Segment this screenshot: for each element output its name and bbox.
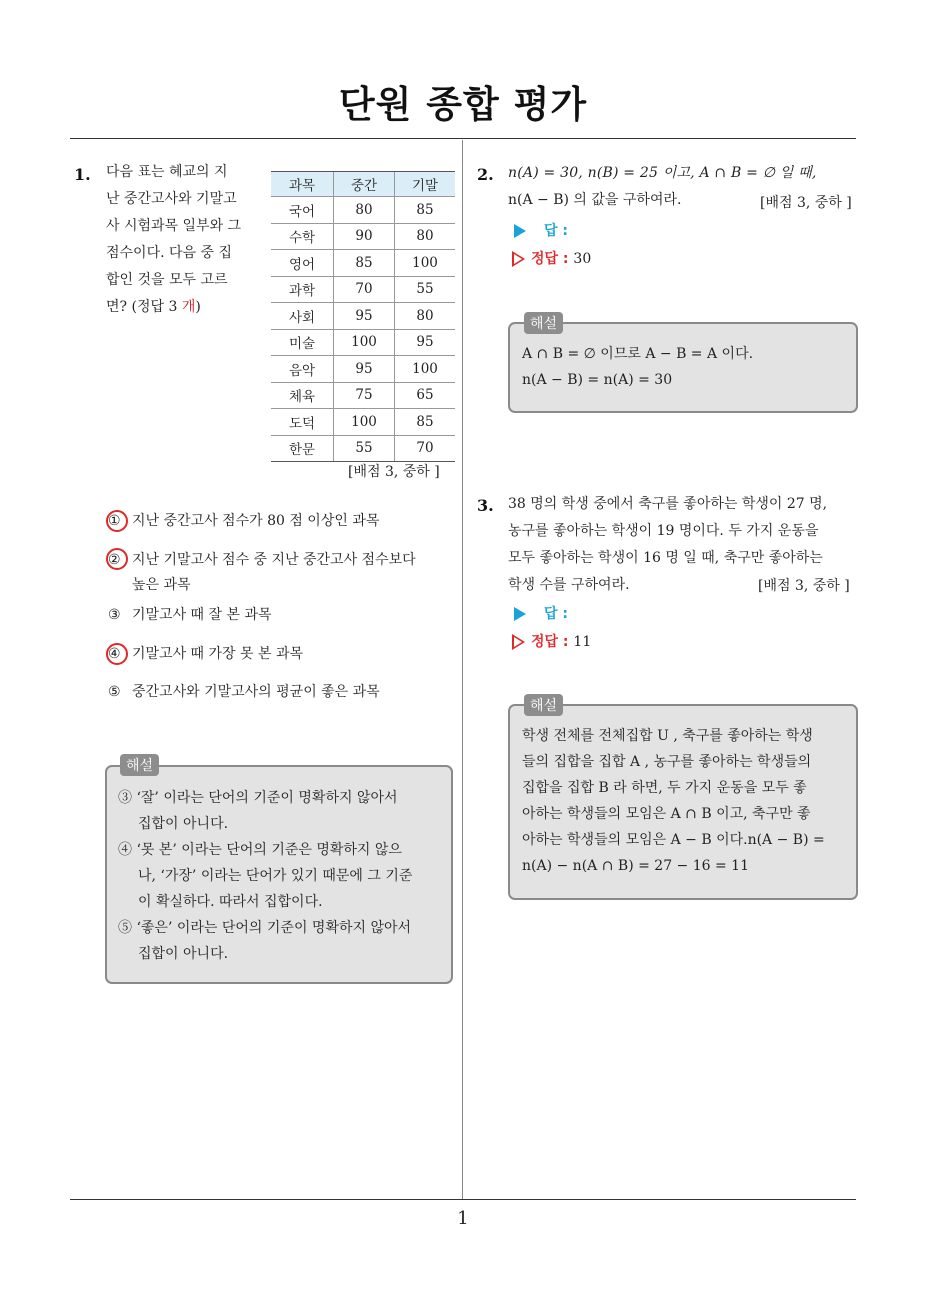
table-row xyxy=(271,250,455,277)
choice-marker: ⑤ xyxy=(108,684,121,700)
table-cell: 85 xyxy=(334,250,395,277)
table-cell: 95 xyxy=(395,329,456,356)
table-cell: 85 xyxy=(395,409,456,436)
q2-text-line: n(A) = 30, n(B) = 25 이고, A ∩ B = ∅ 일 때, xyxy=(508,165,817,181)
table-cell: 100 xyxy=(395,356,456,383)
top-rule xyxy=(70,138,856,139)
q1-text-line: 다음 표는 혜교의 지 xyxy=(106,164,228,180)
explanation-line: n(A) − n(A ∩ B) = 27 − 16 = 11 xyxy=(522,858,749,874)
choice-marker: ① xyxy=(108,513,121,529)
explanation-tag: 해설 xyxy=(120,754,159,776)
column-divider xyxy=(462,140,463,1199)
q3-text-line: 학생 수를 구하여라. xyxy=(508,577,630,593)
choice-text: 지난 기말고사 점수 중 지난 중간고사 점수보다 xyxy=(132,552,416,568)
choice-4[interactable] xyxy=(108,642,448,667)
explanation-line: n(A − B) = n(A) = 30 xyxy=(522,372,673,388)
table-cell: 수학 xyxy=(271,223,334,250)
q2-correct-answer: 정답 : 30 xyxy=(512,248,591,268)
table-cell: 영어 xyxy=(271,250,334,277)
table-header: 기말 xyxy=(395,172,456,197)
q1-score-meta: [배점 3, 중하 ] xyxy=(348,464,440,480)
table-cell: 사회 xyxy=(271,303,334,330)
q3-correct-answer: 정답 : 11 xyxy=(512,631,591,651)
table-header-row xyxy=(271,172,455,197)
table-cell: 95 xyxy=(334,303,395,330)
table-row xyxy=(271,435,455,462)
choice-3[interactable] xyxy=(108,603,448,628)
q2-correct-value: 30 xyxy=(573,251,592,267)
q1-text-line: 점수이다. 다음 중 집 xyxy=(106,245,232,261)
page-title: 단원 종합 평가 xyxy=(338,83,588,126)
table-header: 중간 xyxy=(334,172,395,197)
explanation-line: 집합이 아니다. xyxy=(138,816,229,832)
table-row xyxy=(271,329,455,356)
choice-marker: ④ xyxy=(108,646,121,662)
table-cell: 55 xyxy=(334,435,395,462)
q3-answer-field[interactable]: 답 : xyxy=(514,603,568,623)
choice-text: 지난 중간고사 점수가 80 점 이상인 과목 xyxy=(132,513,380,529)
q1-number: 1. xyxy=(74,165,91,184)
explanation-line: ⑤ ‘좋은’ 이라는 단어의 기준이 명확하지 않아서 xyxy=(118,920,412,936)
score-table xyxy=(271,171,455,462)
bottom-rule xyxy=(70,1199,856,1200)
table-cell: 국어 xyxy=(271,197,334,224)
choice-text: 높은 과목 xyxy=(132,577,191,593)
q2-text-line: n(A − B) 의 값을 구하여라. xyxy=(508,192,682,208)
table-cell: 음악 xyxy=(271,356,334,383)
explanation-line: 들의 집합을 집합 A , 농구를 좋아하는 학생들의 xyxy=(522,754,812,770)
choice-marker: ③ xyxy=(108,607,121,623)
explanation-line: ③ ‘잘’ 이라는 단어의 기준이 명확하지 않아서 xyxy=(118,790,398,806)
table-cell: 95 xyxy=(334,356,395,383)
explanation-line: 나, ‘가장’ 이라는 단어가 있기 때문에 그 기준 xyxy=(138,868,413,884)
table-cell: 100 xyxy=(334,409,395,436)
explanation-line: ④ ‘못 본’ 이라는 단어의 기준은 명확하지 않으 xyxy=(118,842,402,858)
q3-text-line: 농구를 좋아하는 학생이 19 명이다. 두 가지 운동을 xyxy=(508,523,819,539)
q1-text-line: 합인 것을 모두 고르 xyxy=(106,272,228,288)
outline-arrow-icon xyxy=(512,251,525,267)
explanation-line: 학생 전체를 전체집합 U , 축구를 좋아하는 학생 xyxy=(522,728,813,744)
answer-count-unit: 개 xyxy=(181,299,196,315)
table-row xyxy=(271,382,455,409)
q1-text xyxy=(106,159,246,321)
explanation-line: A ∩ B = ∅ 이므로 A − B = A 이다. xyxy=(522,346,754,362)
q3-correct-value: 11 xyxy=(573,634,592,650)
q1-text-line: 면? (정답 3 개) xyxy=(106,299,201,315)
table-cell: 미술 xyxy=(271,329,334,356)
table-cell: 한문 xyxy=(271,435,334,462)
table-header: 과목 xyxy=(271,172,334,197)
choice-text: 기말고사 때 가장 못 본 과목 xyxy=(132,646,304,662)
explanation-line: 아하는 학생들의 모임은 A ∩ B 이고, 축구만 좋 xyxy=(522,806,811,822)
choice-text: 중간고사와 기말고사의 평균이 좋은 과목 xyxy=(132,684,380,700)
table-cell: 80 xyxy=(395,303,456,330)
q2-number: 2. xyxy=(477,165,494,184)
table-cell: 80 xyxy=(395,223,456,250)
explanation-tag: 해설 xyxy=(524,312,563,334)
table-cell: 85 xyxy=(395,197,456,224)
table-cell: 100 xyxy=(334,329,395,356)
q1-text-line: 사 시험과목 일부와 그 xyxy=(106,218,242,234)
explanation-tag: 해설 xyxy=(524,694,563,716)
table-cell: 75 xyxy=(334,382,395,409)
q1-text-line: 난 중간고사와 기말고 xyxy=(106,191,237,207)
table-cell: 체육 xyxy=(271,382,334,409)
q3-score-meta: [배점 3, 중하 ] xyxy=(758,578,850,594)
table-cell: 70 xyxy=(395,435,456,462)
explanation-line: 아하는 학생들의 모임은 A − B 이다.n(A − B) = xyxy=(522,832,825,848)
table-cell: 과학 xyxy=(271,276,334,303)
table-row xyxy=(271,197,455,224)
play-arrow-icon xyxy=(514,607,526,621)
table-cell: 80 xyxy=(334,197,395,224)
table-row xyxy=(271,356,455,383)
q3-text-line: 모두 좋아하는 학생이 16 명 일 때, 축구만 좋아하는 xyxy=(508,550,823,566)
table-cell: 100 xyxy=(395,250,456,277)
explanation-line: 집합을 집합 B 라 하면, 두 가지 운동을 모두 좋 xyxy=(522,780,807,796)
table-row xyxy=(271,303,455,330)
choice-1[interactable] xyxy=(108,509,448,534)
outline-arrow-icon xyxy=(512,634,525,650)
choice-marker: ② xyxy=(108,552,121,568)
page-number: 1 xyxy=(457,1208,469,1229)
q2-score-meta: [배점 3, 중하 ] xyxy=(760,195,852,211)
table-row xyxy=(271,276,455,303)
table-cell: 65 xyxy=(395,382,456,409)
table-row xyxy=(271,409,455,436)
q3-text-line: 38 명의 학생 중에서 축구를 좋아하는 학생이 27 명, xyxy=(508,496,828,512)
choice-2[interactable] xyxy=(108,548,448,598)
table-cell: 70 xyxy=(334,276,395,303)
q3-number: 3. xyxy=(477,496,494,515)
q2-answer-field[interactable]: 답 : xyxy=(514,220,568,240)
choice-5[interactable] xyxy=(108,680,448,705)
table-cell: 55 xyxy=(395,276,456,303)
play-arrow-icon xyxy=(514,224,526,238)
choice-text: 기말고사 때 잘 본 과목 xyxy=(132,607,272,623)
table-cell: 도덕 xyxy=(271,409,334,436)
table-cell: 90 xyxy=(334,223,395,250)
table-row xyxy=(271,223,455,250)
explanation-line: 집합이 아니다. xyxy=(138,946,229,962)
explanation-line: 이 확실하다. 따라서 집합이다. xyxy=(138,894,323,910)
